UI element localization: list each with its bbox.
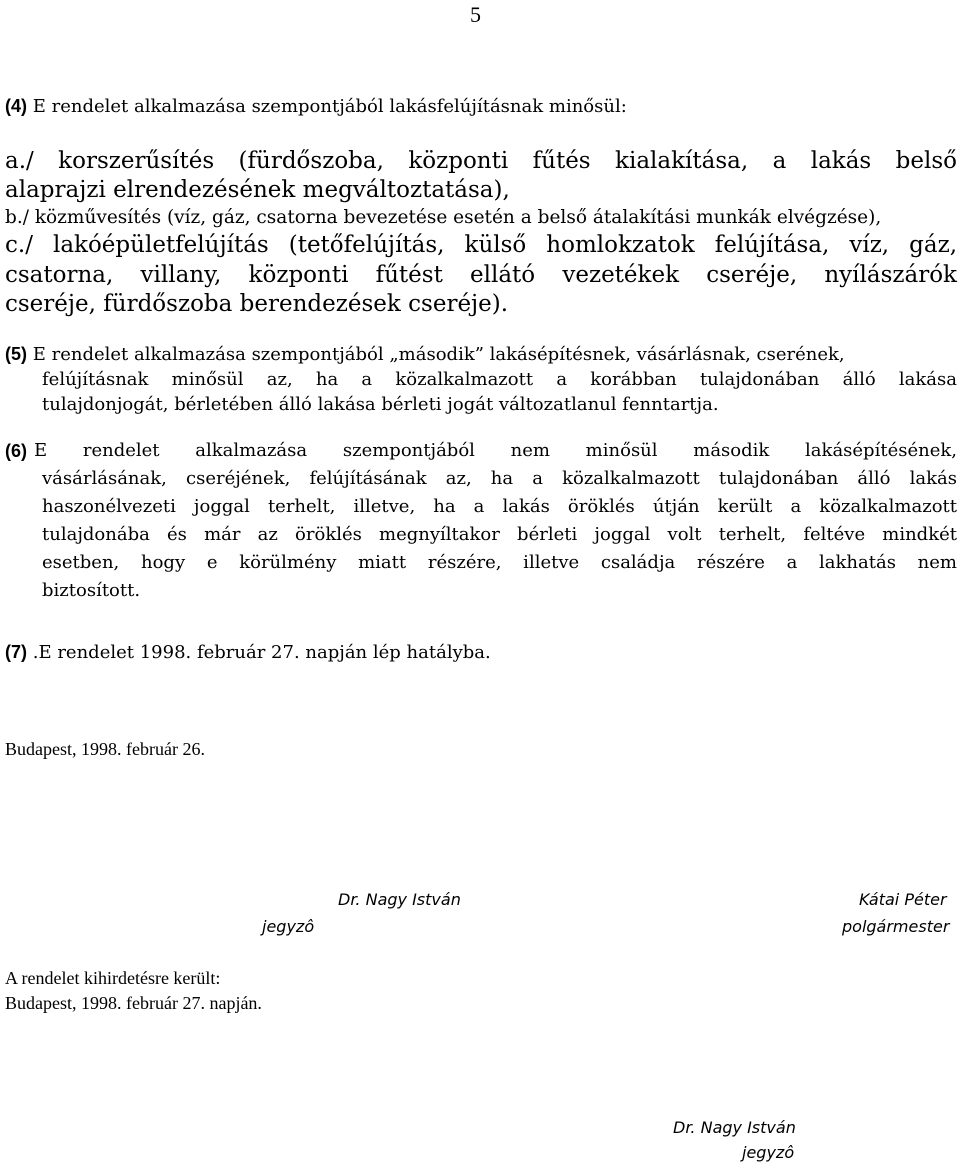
section-6-line1-text: E rendelet alkalmazása szempontjából nem minősül második lakásépítésének,	[34, 440, 957, 461]
section-5-line1-text: E rendelet alkalmazása szempontjából „második” lakásépítésnek, vásárlásnak, cserének,	[32, 344, 845, 365]
list-item-c-line3: cseréje, fürdőszoba berendezések cseréje).	[5, 291, 509, 317]
list-item-c-line1: c./ lakóépületfelújítás (tetőfelújítás, külső homlokzatok felújítása, víz, gáz,	[5, 232, 957, 258]
section-5-line1	[5, 342, 957, 367]
section-6-line4: tulajdonába és már az öröklés megnyíltakor bérleti joggal volt terhelt, feltéve mindkét	[42, 524, 957, 545]
section-number: (5)	[5, 344, 27, 364]
list-item-b: b./ közművesítés (víz, gáz, csatorna bevezetése esetén a belső átalakítási munkák elvégzése),	[5, 207, 882, 228]
page-number: 5	[470, 2, 481, 27]
section-number: (4)	[5, 96, 27, 116]
section-7	[5, 640, 491, 665]
list-item-c	[5, 231, 957, 320]
footer-signature-title: jegyzô	[742, 1143, 795, 1162]
section-6-line3: haszonélvezeti joggal terhelt, illetve, ha a lakás öröklés útján került a közalkalmazott	[42, 496, 957, 517]
notary-signature-title: jegyzô	[262, 917, 315, 936]
footer-signature-name: Dr. Nagy István	[673, 1118, 796, 1137]
promulgation-line1: A rendelet kihirdetésre került:	[5, 968, 221, 988]
date-line: Budapest, 1998. február 26.	[5, 739, 205, 759]
mayor-signature-name: Kátai Péter	[859, 890, 947, 909]
section-text: E rendelet alkalmazása szempontjából lakásfelújításnak minősül:	[32, 96, 627, 117]
notary-signature-name: Dr. Nagy István	[338, 890, 461, 909]
section-4-heading	[5, 96, 627, 117]
section-5-line3: tulajdonjogát, bérletében álló lakása bérleti jogát változatlanul fenntartja.	[42, 394, 719, 415]
list-item-a	[5, 147, 957, 205]
section-6-line5: esetben, hogy e körülmény miatt részére, illetve családja részére a lakhatás nem	[42, 552, 957, 573]
section-5	[5, 342, 957, 417]
section-6-line1	[5, 437, 957, 465]
list-item-a-line2: alaprajzi elrendezésének megváltoztatása),	[5, 177, 510, 203]
list-item-c-line2: csatorna, villany, központi fűtést ellátó vezetékek cseréje, nyílászárók	[5, 261, 957, 288]
section-7-text: .E rendelet 1998. február 27. napján lép hatályba.	[32, 642, 491, 663]
promulgation-note	[5, 966, 262, 1016]
section-number: (6)	[5, 441, 27, 461]
promulgation-line2: Budapest, 1998. február 27. napján.	[5, 993, 262, 1013]
section-number: (7)	[5, 642, 27, 662]
section-6-line6: biztosított.	[42, 580, 141, 601]
section-5-line2: felújításnak minősül az, ha a közalkalmazott a korábban tulajdonában álló lakása	[42, 369, 957, 390]
list-item-a-line1: a./ korszerűsítés (fürdőszoba, központi fűtés kialakítása, a lakás belső	[5, 148, 957, 174]
section-6	[5, 437, 957, 605]
section-6-line2: vásárlásának, cseréjének, felújításának az, ha a közalkalmazott tulajdonában álló lakás	[42, 468, 957, 489]
mayor-signature-title: polgármester	[842, 917, 950, 936]
